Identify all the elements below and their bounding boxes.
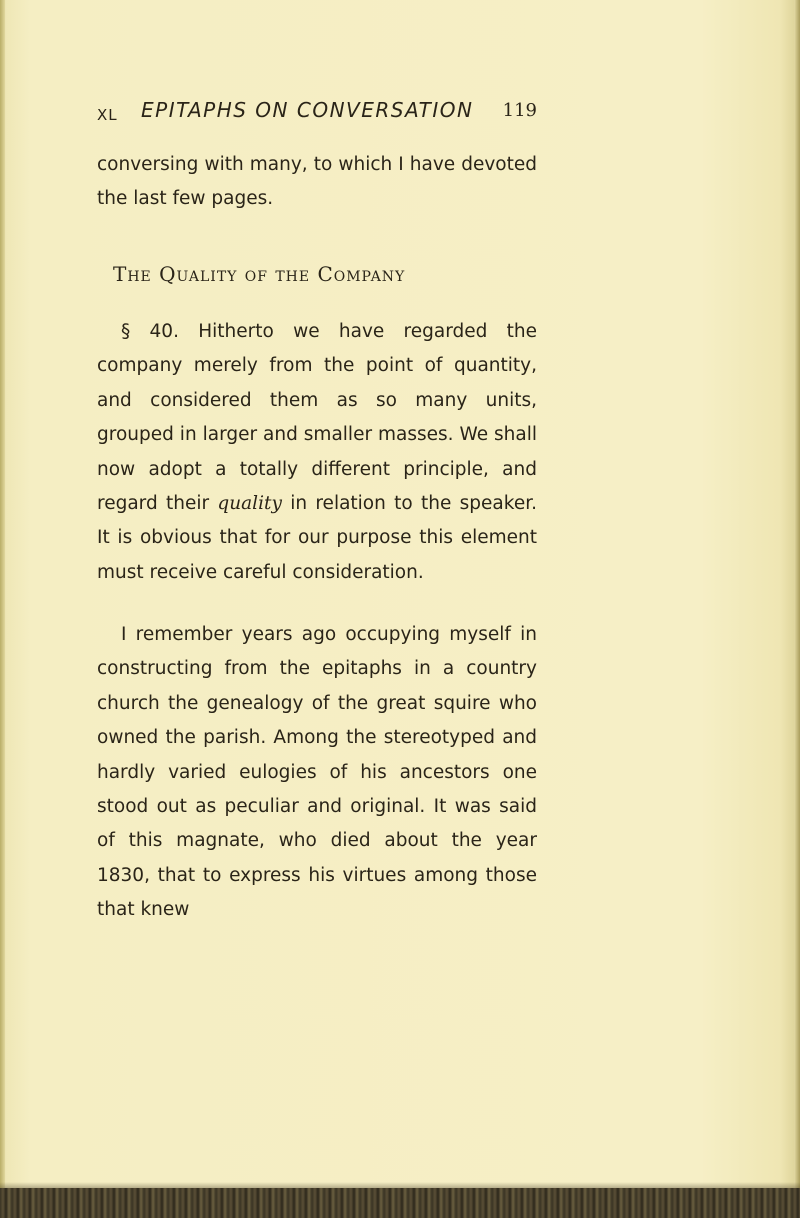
paragraph-text-start: § 40. Hitherto we have regarded the company merely from the point of quantity, and considered them as so many units, grouped in larger and smaller masses. We shall now adopt a totally different principle, and regard their: [97, 321, 537, 515]
paragraph-section-40: [97, 315, 537, 590]
paragraph-body-2: I remember years ago occupying myself in constructing from the epitaphs in a country church the genealogy of the great squire who owned the parish. Among the stereotyped and hardly varied eulogies of his ancestors one stood out as peculiar and original. It was said of this magnate, who died about the year 1830, that to express his virtues among those that knew: [97, 624, 537, 921]
paragraph-epitaph-story: [97, 618, 537, 928]
page-number: 119: [502, 100, 537, 121]
section-heading: The Quality of the Company: [113, 262, 406, 286]
page-left-edge: [0, 0, 5, 1218]
page-right-edge: [794, 0, 800, 1218]
paragraph-continuation: conversing with many, to which I have devoted the last few pages.: [97, 154, 537, 210]
page-bottom-shadow: [0, 1188, 800, 1218]
section-number: XL: [97, 106, 118, 124]
emphasis-quality: quality: [217, 493, 282, 515]
running-head: [97, 98, 537, 128]
running-title: EPITAPHS ON CONVERSATION: [141, 98, 474, 122]
paragraph-text-end: in relation to the speaker. It is obvious that for our purpose this element must receive careful consideration.: [97, 493, 537, 583]
paragraph-body: [97, 315, 537, 590]
